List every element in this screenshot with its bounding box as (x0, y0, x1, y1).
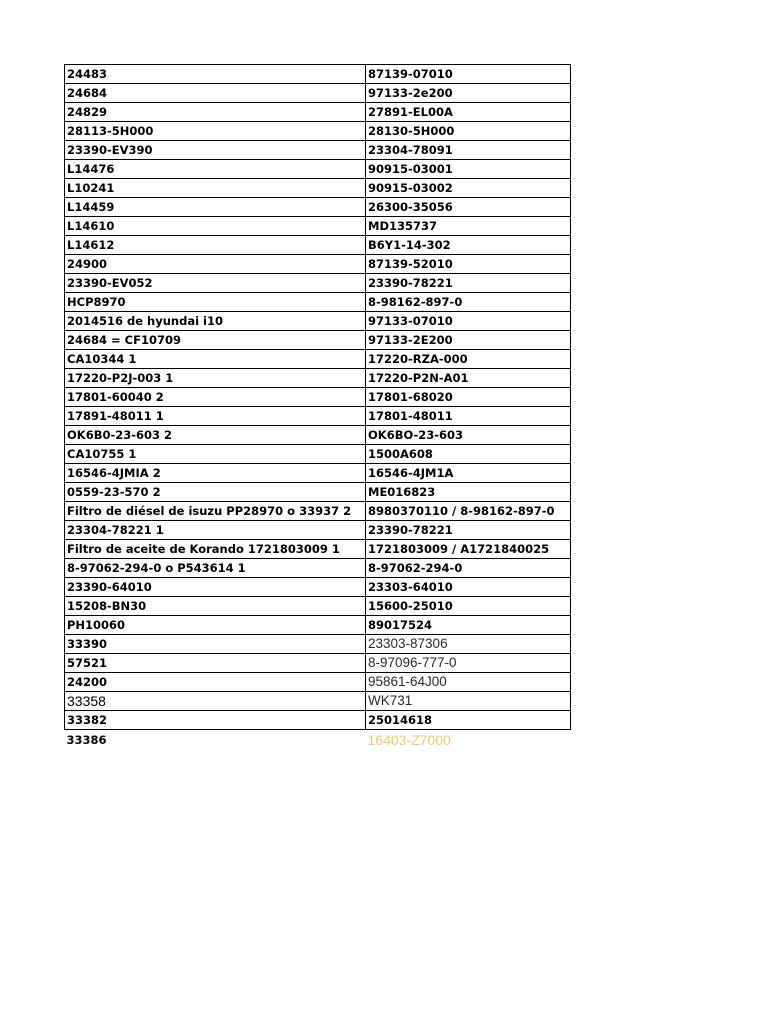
cell-part-number: Filtro de aceite de Korando 1721803009 1 (65, 540, 366, 559)
cell-equivalent-part-number: 90915-03002 (366, 179, 571, 198)
cell-part-number: 0559-23-570 2 (65, 483, 366, 502)
cell-equivalent-part-number: 8-97062-294-0 (366, 559, 571, 578)
cell-part-number: 57521 (65, 654, 366, 673)
cell-part-number: PH10060 (65, 616, 366, 635)
cell-part-number: OK6B0-23-603 2 (65, 426, 366, 445)
cell-part-number: 33358 (65, 692, 366, 711)
table-row (65, 217, 571, 236)
cell-equivalent-part-number: 15600-25010 (366, 597, 571, 616)
cell-equivalent-part-number: 23304-78091 (366, 141, 571, 160)
cell-part-number: 17220-P2J-003 1 (65, 369, 366, 388)
cell-part-number: CA10755 1 (65, 445, 366, 464)
cell-part-number: Filtro de diésel de isuzu PP28970 o 33937 2 (65, 502, 366, 521)
cell-equivalent-part-number: 28130-5H000 (366, 122, 571, 141)
table-row (65, 122, 571, 141)
cell-equivalent-part-number: 26300-35056 (366, 198, 571, 217)
cell-part-number: 24900 (65, 255, 366, 274)
cell-equivalent-part-number: B6Y1-14-302 (366, 236, 571, 255)
table-row (65, 559, 571, 578)
cell-equivalent-part-number: 23303-87306 (366, 635, 571, 654)
cell-equivalent-part-number: 16546-4JM1A (366, 464, 571, 483)
cell-part-number: 33390 (65, 635, 366, 654)
table-row (65, 293, 571, 312)
table-row (65, 483, 571, 502)
table-row (65, 84, 571, 103)
table-row (65, 198, 571, 217)
cell-equivalent-part-number: MD135737 (366, 217, 571, 236)
cell-equivalent-part-number: 97133-2E200 (366, 331, 571, 350)
table-row (65, 179, 571, 198)
cell-equivalent-part-number: 1500A608 (366, 445, 571, 464)
table-row (65, 464, 571, 483)
cell-equivalent-part-number: 17220-RZA-000 (366, 350, 571, 369)
table-row (65, 141, 571, 160)
cell-equivalent-part-number: 8-98162-897-0 (366, 293, 571, 312)
cell-equivalent-part-number: 87139-07010 (366, 65, 571, 84)
table-row (65, 426, 571, 445)
cell-part-number: L14610 (65, 217, 366, 236)
table-row (65, 597, 571, 616)
cell-equivalent-part-number: 1721803009 / A1721840025 (366, 540, 571, 559)
cell-equivalent-part-number: 90915-03001 (366, 160, 571, 179)
table-row (65, 160, 571, 179)
cell-part-number: 8-97062-294-0 o P543614 1 (65, 559, 366, 578)
cell-equivalent-part-number: 17220-P2N-A01 (366, 369, 571, 388)
cell-part-number: CA10344 1 (65, 350, 366, 369)
table-row (65, 369, 571, 388)
table-row (65, 388, 571, 407)
table-row (65, 350, 571, 369)
cell-part-number: 23390-EV052 (65, 274, 366, 293)
cell-part-number: 17891-48011 1 (65, 407, 366, 426)
table-row (65, 635, 571, 654)
cell-part-number: 24829 (65, 103, 366, 122)
cell-part-number: 24684 (65, 84, 366, 103)
table-row (65, 730, 571, 751)
cell-part-number: L14612 (65, 236, 366, 255)
cell-equivalent-part-number: 8980370110 / 8-98162-897-0 (366, 502, 571, 521)
table-row (65, 502, 571, 521)
cell-part-number: 24684 = CF10709 (65, 331, 366, 350)
table-row (65, 654, 571, 673)
cell-part-number: 33382 (65, 711, 366, 730)
table-row (65, 711, 571, 730)
cell-part-number: 23390-EV390 (65, 141, 366, 160)
cell-equivalent-part-number: ME016823 (366, 483, 571, 502)
cell-part-number: 28113-5H000 (65, 122, 366, 141)
table-row (65, 331, 571, 350)
table-row (65, 274, 571, 293)
cell-part-number: L14476 (65, 160, 366, 179)
cell-equivalent-part-number: 23303-64010 (366, 578, 571, 597)
cell-equivalent-part-number: 23390-78221 (366, 521, 571, 540)
table-row (65, 445, 571, 464)
cell-part-number: HCP8970 (65, 293, 366, 312)
table-row (65, 673, 571, 692)
table-row (65, 540, 571, 559)
table-row (65, 578, 571, 597)
cell-part-number: 24200 (65, 673, 366, 692)
table-body (65, 65, 571, 751)
table-row (65, 312, 571, 331)
cell-part-number: L10241 (65, 179, 366, 198)
table-row (65, 236, 571, 255)
cell-equivalent-part-number: 17801-68020 (366, 388, 571, 407)
cell-equivalent-part-number: WK731 (366, 692, 571, 711)
cell-equivalent-part-number: 25014618 (366, 711, 571, 730)
cell-equivalent-part-number: 16403-Z7000 (367, 732, 451, 748)
cell-part-number: 16546-4JMIA 2 (65, 464, 366, 483)
cell-equivalent-part-number: 95861-64J00 (366, 673, 571, 692)
table-row (65, 407, 571, 426)
table-row (65, 521, 571, 540)
cell-part-number: L14459 (65, 198, 366, 217)
cell-equivalent-part-number: 8-97096-777-0 (366, 654, 571, 673)
table-row (65, 65, 571, 84)
table-row (65, 616, 571, 635)
parts-cross-reference-table (64, 64, 571, 750)
cell-equivalent-part-number: 87139-52010 (366, 255, 571, 274)
spreadsheet-page (64, 64, 570, 750)
cell-part-number: 24483 (65, 65, 366, 84)
cell-equivalent-part-number: 97133-07010 (366, 312, 571, 331)
cell-equivalent-part-number: 97133-2e200 (366, 84, 571, 103)
cell-equivalent-part-number: OK6BO-23-603 (366, 426, 571, 445)
cell-part-number: 15208-BN30 (65, 597, 366, 616)
cell-part-number: 2014516 de hyundai i10 (65, 312, 366, 331)
table-row (65, 103, 571, 122)
cell-part-number: 33386 (66, 733, 107, 747)
table-row (65, 692, 571, 711)
cell-part-number: 17801-60040 2 (65, 388, 366, 407)
cell-equivalent-part-number: 17801-48011 (366, 407, 571, 426)
table-row (65, 255, 571, 274)
cell-part-number: 23304-78221 1 (65, 521, 366, 540)
cell-part-number: 23390-64010 (65, 578, 366, 597)
cell-equivalent-part-number: 23390-78221 (366, 274, 571, 293)
cell-equivalent-part-number: 27891-EL00A (366, 103, 571, 122)
cell-equivalent-part-number: 89017524 (366, 616, 571, 635)
